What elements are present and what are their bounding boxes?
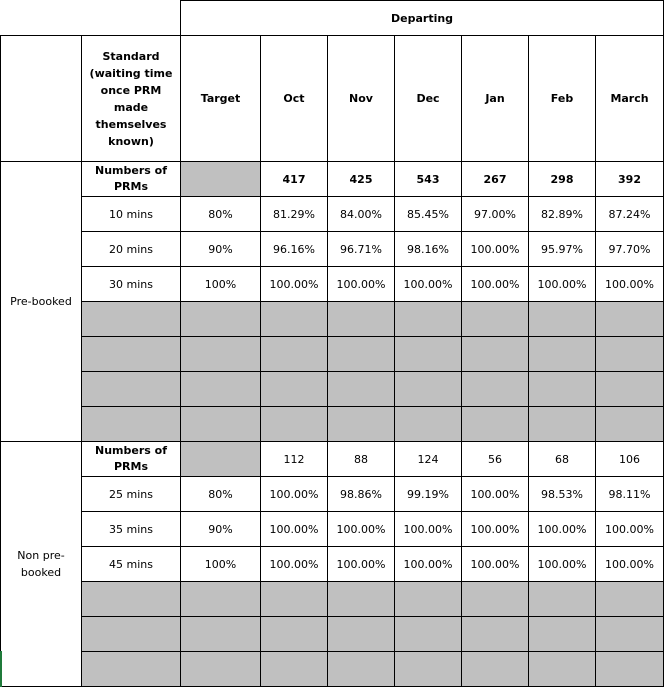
blank-header-cell (1, 36, 82, 162)
numbers-label: Numbers of PRMs (82, 162, 181, 197)
value-cell: 82.89% (529, 197, 596, 232)
value-cell: 85.45% (395, 197, 462, 232)
gray-cell (395, 337, 462, 372)
gray-cell (181, 617, 261, 652)
value-cell: 100.00% (261, 547, 328, 582)
standard-cell: 25 mins (82, 477, 181, 512)
value-cell: 99.19% (395, 477, 462, 512)
value-cell: 100.00% (596, 512, 664, 547)
prebooked-row-10 (1, 197, 664, 232)
month-header-oct: Oct (261, 36, 328, 162)
gray-cell (529, 652, 596, 687)
number-cell: 56 (462, 442, 529, 477)
number-cell: 112 (261, 442, 328, 477)
nonprebooked-group-label: Non pre-booked (1, 442, 82, 687)
month-header-nov: Nov (328, 36, 395, 162)
value-cell: 100.00% (462, 477, 529, 512)
empty-target-cell (181, 442, 261, 477)
gray-cell (529, 617, 596, 652)
gray-cell (82, 652, 181, 687)
value-cell: 81.29% (261, 197, 328, 232)
gray-cell (529, 337, 596, 372)
value-cell: 95.97% (529, 232, 596, 267)
column-header-row (1, 36, 664, 162)
number-cell: 543 (395, 162, 462, 197)
departing-header: Departing (181, 1, 664, 36)
value-cell: 97.70% (596, 232, 664, 267)
numbers-label: Numbers of PRMs (82, 442, 181, 477)
gray-cell (82, 372, 181, 407)
target-cell: 90% (181, 512, 261, 547)
target-cell: 100% (181, 267, 261, 302)
gray-filler-row (1, 407, 664, 442)
value-cell: 87.24% (596, 197, 664, 232)
value-cell: 100.00% (328, 547, 395, 582)
nonprebooked-numbers-row (1, 442, 664, 477)
gray-cell (328, 302, 395, 337)
prebooked-group-label: Pre-booked (1, 162, 82, 442)
value-cell: 100.00% (328, 512, 395, 547)
month-header-jan: Jan (462, 36, 529, 162)
gray-cell (596, 582, 664, 617)
nonprebooked-row-45 (1, 547, 664, 582)
gray-cell (462, 652, 529, 687)
number-cell: 267 (462, 162, 529, 197)
value-cell: 100.00% (261, 512, 328, 547)
value-cell: 100.00% (395, 547, 462, 582)
value-cell: 98.53% (529, 477, 596, 512)
gray-cell (328, 337, 395, 372)
gray-cell (462, 407, 529, 442)
gray-cell (261, 372, 328, 407)
gray-cell (261, 302, 328, 337)
gray-cell (181, 407, 261, 442)
number-cell: 124 (395, 442, 462, 477)
gray-cell (82, 407, 181, 442)
number-cell: 425 (328, 162, 395, 197)
gray-filler-row (1, 337, 664, 372)
standard-cell: 45 mins (82, 547, 181, 582)
prebooked-row-20 (1, 232, 664, 267)
gray-cell (529, 302, 596, 337)
gray-cell (462, 372, 529, 407)
gray-cell (181, 582, 261, 617)
target-cell: 90% (181, 232, 261, 267)
value-cell: 100.00% (395, 512, 462, 547)
gray-filler-row (1, 372, 664, 407)
month-header-march: March (596, 36, 664, 162)
value-cell: 100.00% (261, 477, 328, 512)
value-cell: 96.16% (261, 232, 328, 267)
standard-cell: 30 mins (82, 267, 181, 302)
gray-cell (395, 372, 462, 407)
gray-cell (596, 407, 664, 442)
value-cell: 100.00% (529, 267, 596, 302)
number-cell: 106 (596, 442, 664, 477)
gray-cell (261, 582, 328, 617)
standard-cell: 10 mins (82, 197, 181, 232)
target-cell: 100% (181, 547, 261, 582)
gray-cell (261, 407, 328, 442)
value-cell: 100.00% (462, 547, 529, 582)
value-cell: 98.86% (328, 477, 395, 512)
gray-cell (462, 617, 529, 652)
number-cell: 88 (328, 442, 395, 477)
gray-cell (462, 582, 529, 617)
value-cell: 100.00% (462, 512, 529, 547)
value-cell: 100.00% (462, 267, 529, 302)
gray-cell (328, 372, 395, 407)
gray-cell (529, 582, 596, 617)
target-cell: 80% (181, 477, 261, 512)
number-cell: 68 (529, 442, 596, 477)
value-cell: 100.00% (395, 267, 462, 302)
value-cell: 100.00% (529, 547, 596, 582)
value-cell: 100.00% (261, 267, 328, 302)
value-cell: 98.11% (596, 477, 664, 512)
selection-edge-marker (0, 651, 2, 687)
nonprebooked-row-25 (1, 477, 664, 512)
gray-cell (181, 372, 261, 407)
value-cell: 84.00% (328, 197, 395, 232)
prebooked-row-30 (1, 267, 664, 302)
gray-cell (596, 372, 664, 407)
gray-cell (181, 302, 261, 337)
value-cell: 100.00% (529, 512, 596, 547)
value-cell: 97.00% (462, 197, 529, 232)
gray-cell (529, 372, 596, 407)
value-cell: 100.00% (596, 547, 664, 582)
gray-filler-row (1, 302, 664, 337)
value-cell: 100.00% (328, 267, 395, 302)
top-left-corner (1, 1, 181, 36)
gray-cell (395, 582, 462, 617)
gray-cell (395, 652, 462, 687)
value-cell: 96.71% (328, 232, 395, 267)
gray-cell (261, 337, 328, 372)
gray-cell (395, 302, 462, 337)
gray-filler-row (1, 582, 664, 617)
gray-filler-row (1, 652, 664, 687)
gray-cell (82, 302, 181, 337)
target-header: Target (181, 36, 261, 162)
month-header-dec: Dec (395, 36, 462, 162)
gray-cell (82, 582, 181, 617)
value-cell: 98.16% (395, 232, 462, 267)
gray-cell (82, 337, 181, 372)
number-cell: 417 (261, 162, 328, 197)
gray-cell (395, 617, 462, 652)
target-cell: 80% (181, 197, 261, 232)
nonprebooked-row-35 (1, 512, 664, 547)
gray-cell (328, 617, 395, 652)
value-cell: 100.00% (596, 267, 664, 302)
gray-cell (82, 617, 181, 652)
gray-cell (529, 407, 596, 442)
prebooked-numbers-row (1, 162, 664, 197)
gray-cell (328, 652, 395, 687)
gray-cell (181, 337, 261, 372)
gray-filler-row (1, 617, 664, 652)
empty-target-cell (181, 162, 261, 197)
gray-cell (462, 302, 529, 337)
gray-cell (328, 407, 395, 442)
gray-cell (596, 337, 664, 372)
gray-cell (596, 302, 664, 337)
number-cell: 392 (596, 162, 664, 197)
standard-cell: 20 mins (82, 232, 181, 267)
number-cell: 298 (529, 162, 596, 197)
gray-cell (328, 582, 395, 617)
gray-cell (261, 617, 328, 652)
gray-cell (395, 407, 462, 442)
value-cell: 100.00% (462, 232, 529, 267)
gray-cell (596, 617, 664, 652)
gray-cell (462, 337, 529, 372)
standard-header: Standard (waiting time once PRM made themselves known) (82, 36, 181, 162)
standard-cell: 35 mins (82, 512, 181, 547)
month-header-feb: Feb (529, 36, 596, 162)
gray-cell (181, 652, 261, 687)
gray-cell (596, 652, 664, 687)
gray-cell (261, 652, 328, 687)
